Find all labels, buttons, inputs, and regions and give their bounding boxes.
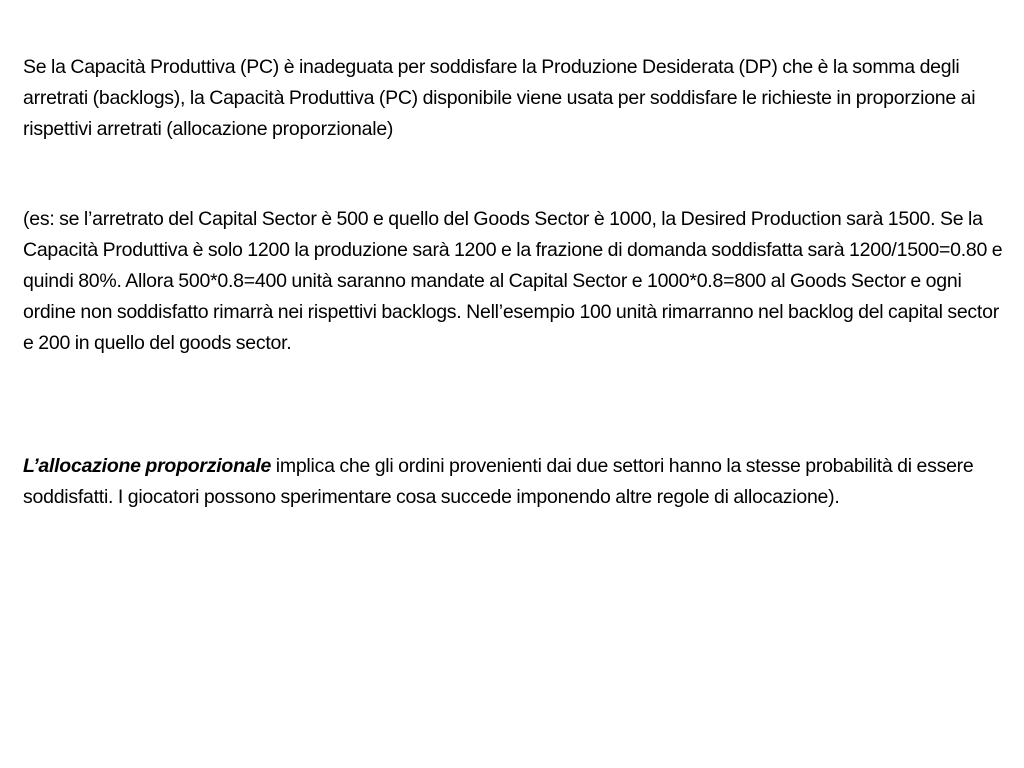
paragraph-proportional-allocation-definition: Se la Capacità Produttiva (PC) è inadeguata per soddisfare la Produzione Desiderata (DP) che è la somma degli arretrati (backlogs), la Capacità Produttiva (PC) disponibile viene usata per soddisfare le richieste in proporzione ai rispettivi arretrati (allocazione proporzionale) (23, 56, 976, 140)
paragraph-3-text: implica che gli ordini provenienti dai due settori hanno la stesse probabilità di essere soddisfatti. I giocatori possono sperimentare cosa succede imponendo altre regole di allocazione). (23, 455, 974, 508)
paragraph-allocation-implication (23, 451, 1008, 513)
paragraph-numeric-example: (es: se l’arretrato del Capital Sector è 500 e quello del Goods Sector è 1000, la Desired Production sarà 1500. Se la Capacità Produttiva è solo 1200 la produzione sarà 1200 e la frazione di domanda soddisfatta sarà 1200/1500=0.80 e quindi 80%. Allora 500*0.8=400 unità saranno mandate al Capital Sector e 1000*0.8=800 al Goods Sector e ogni ordine non soddisfatto rimarrà nei rispettivi backlogs. Nell’esempio 100 unità rimarranno nel backlog del capital sector e 200 in quello del goods sector. (23, 208, 1003, 354)
emphasized-term: L’allocazione proporzionale (23, 455, 272, 477)
